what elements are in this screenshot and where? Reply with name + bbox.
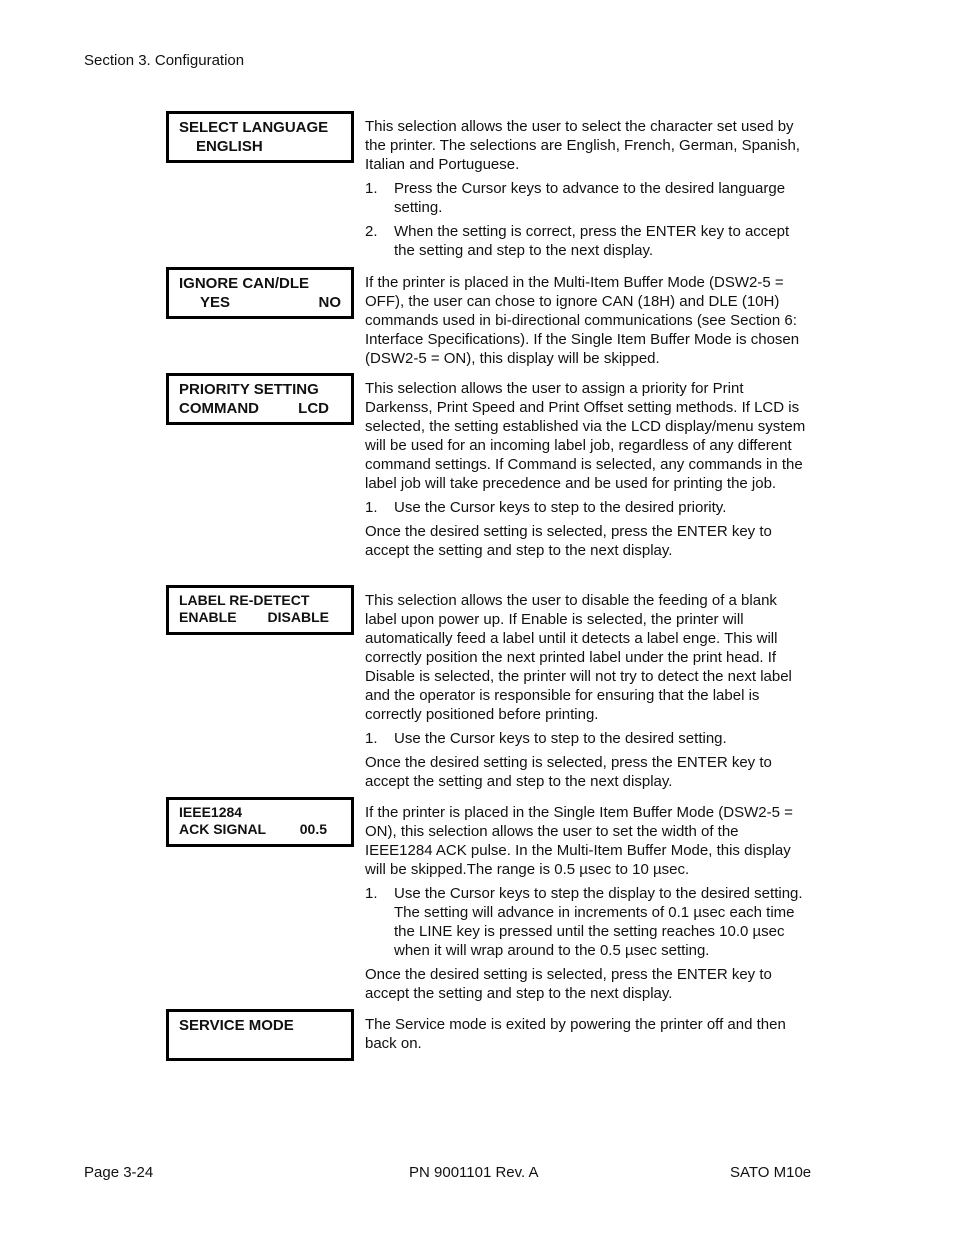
page-header-section: Section 3. Configuration bbox=[84, 52, 245, 69]
step-number: 1. bbox=[365, 885, 378, 902]
description-ieee1284 bbox=[365, 803, 807, 1008]
paragraph: The Service mode is exited by powering the printer off and then back on. bbox=[365, 1016, 786, 1052]
steps-list bbox=[365, 498, 807, 517]
list-item bbox=[365, 729, 807, 748]
description-priority-setting bbox=[365, 379, 807, 565]
paragraph: This selection allows the user to select the character set used by the printer. The selections are English, French, German, Spanish, Italian and Portuguese. bbox=[365, 118, 800, 173]
footer-page-number: Page 3-24 bbox=[84, 1164, 154, 1181]
paragraph-after: Once the desired setting is selected, press the ENTER key to accept the setting and step to the next display. bbox=[365, 523, 772, 559]
paragraph: This selection allows the user to disable the feeding of a blank label upon power up. If Enable is selected, the printer will automatically feed a label until it detects a label enge. This will correctly position the next printed label under the print head. If Disable is selected, the printer will not try to detect the next label and the operator is responsible for ensuring that the label is correctly positioned before printing. bbox=[365, 592, 792, 723]
steps-list bbox=[365, 729, 807, 748]
step-number: 1. bbox=[365, 730, 378, 747]
lcd-display-priority-setting bbox=[166, 373, 354, 425]
lcd-line2-left: YES bbox=[200, 294, 231, 311]
description-ignore-can-dle bbox=[365, 273, 807, 373]
lcd-line2-left: COMMAND bbox=[179, 400, 259, 417]
lcd-line1: PRIORITY SETTING bbox=[179, 381, 319, 398]
description-label-re-detect bbox=[365, 591, 807, 796]
lcd-display-ieee1284 bbox=[166, 797, 354, 847]
lcd-line1: IGNORE CAN/DLE bbox=[179, 275, 310, 292]
steps-list bbox=[365, 179, 807, 260]
lcd-display-select-language bbox=[166, 111, 354, 163]
lcd-line2-left: ENGLISH bbox=[196, 138, 263, 155]
lcd-line2-right: 00.5 bbox=[299, 821, 327, 837]
lcd-line2-right: LCD bbox=[298, 400, 329, 417]
lcd-display-label-re-detect bbox=[166, 585, 354, 635]
lcd-line1: SELECT LANGUAGE bbox=[179, 119, 329, 136]
paragraph: If the printer is placed in the Multi-Item Buffer Mode (DSW2-5 = OFF), the user can chose to ignore CAN (18H) and DLE (10H) commands used in bi-directional communications (see Section 6: Interface Specifications). If the Single Item Buffer Mode is chosen (DSW2-5 = ON), this display will be skipped. bbox=[365, 274, 800, 367]
lcd-line2-left: ACK SIGNAL bbox=[179, 821, 267, 837]
list-item bbox=[365, 222, 807, 260]
lcd-display-service-mode bbox=[166, 1009, 354, 1061]
lcd-line1: SERVICE MODE bbox=[179, 1017, 294, 1034]
step-number: 1. bbox=[365, 180, 378, 197]
description-select-language bbox=[365, 117, 807, 265]
paragraph-after: Once the desired setting is selected, press the ENTER key to accept the setting and step to the next display. bbox=[365, 754, 772, 790]
paragraph: If the printer is placed in the Single Item Buffer Mode (DSW2-5 = ON), this selection allows the user to set the width of the IEEE1284 ACK pulse. In the Multi-Item Buffer Mode, this display will be skipped.The range is 0.5 µsec to 10 µsec. bbox=[365, 804, 793, 878]
lcd-line2-right: NO bbox=[318, 294, 341, 311]
lcd-line2-right: DISABLE bbox=[267, 609, 329, 625]
paragraph: This selection allows the user to assign a priority for Print Darkenss, Print Speed and Print Offset setting methods. If LCD is selected, the setting established via the LCD display/menu system will be used for an incoming label job, regardless of any different command settings. If Command is selected, any commands in the label job will take precedence and be used for printing the job. bbox=[365, 380, 806, 492]
lcd-line2-left: ENABLE bbox=[179, 609, 237, 625]
step-text: Use the Cursor keys to step the display to the desired setting. The setting will advance in increments of 0.1 µsec each time the LINE key is pressed until the setting reaches 10.0 µsec when it will wrap around to the 0.5 µsec setting. bbox=[394, 885, 803, 959]
description-service-mode bbox=[365, 1015, 807, 1058]
steps-list bbox=[365, 884, 807, 960]
lcd-display-ignore-can-dle bbox=[166, 267, 354, 319]
footer-product-name: SATO M10e bbox=[730, 1164, 812, 1181]
lcd-line1: IEEE1284 bbox=[179, 804, 243, 820]
list-item bbox=[365, 179, 807, 217]
step-text: Use the Cursor keys to step to the desired priority. bbox=[394, 499, 727, 516]
footer-part-number: PN 9001101 Rev. A bbox=[409, 1164, 539, 1181]
step-text: Use the Cursor keys to step to the desired setting. bbox=[394, 730, 727, 747]
lcd-line1: LABEL RE-DETECT bbox=[179, 592, 310, 608]
step-number: 2. bbox=[365, 223, 378, 240]
paragraph-after: Once the desired setting is selected, press the ENTER key to accept the setting and step to the next display. bbox=[365, 966, 772, 1002]
step-text: When the setting is correct, press the ENTER key to accept the setting and step to the next display. bbox=[394, 223, 790, 259]
list-item bbox=[365, 498, 807, 517]
step-text: Press the Cursor keys to advance to the desired languarge setting. bbox=[394, 180, 786, 216]
step-number: 1. bbox=[365, 499, 378, 516]
list-item bbox=[365, 884, 807, 960]
